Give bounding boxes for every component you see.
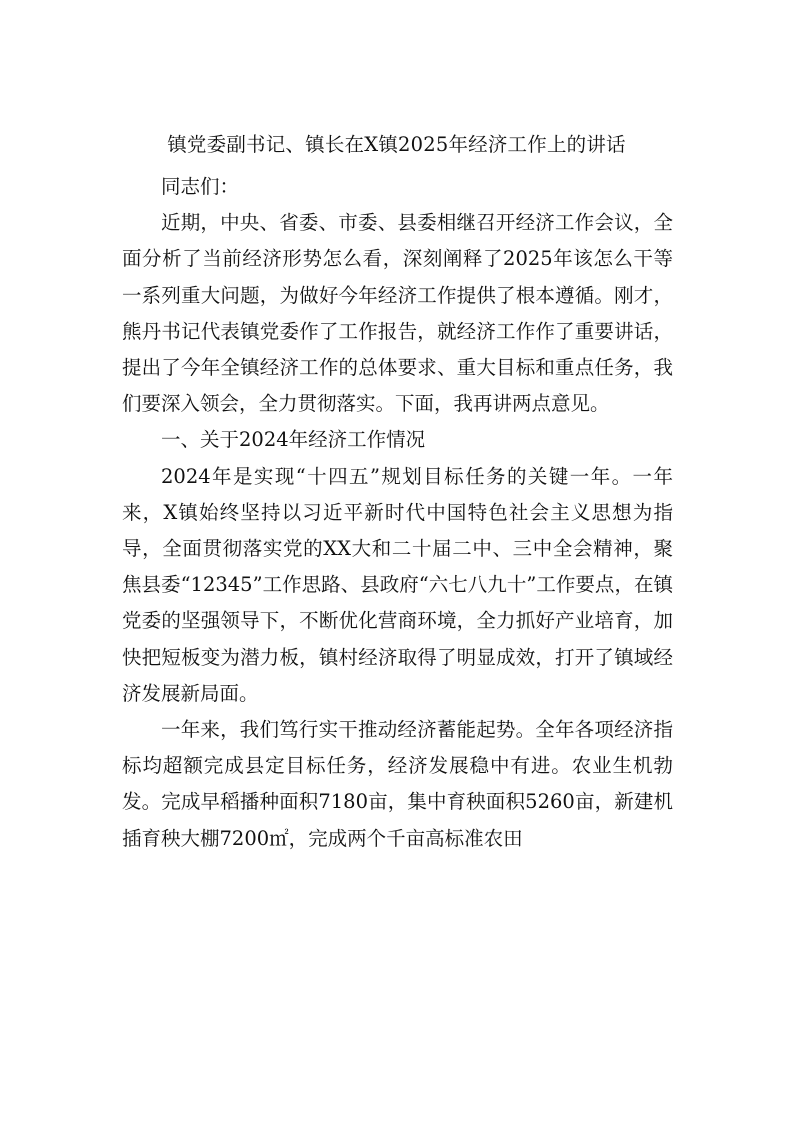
document-title: 镇党委副书记、镇长在X镇2025年经济工作上的讲话 [167,133,626,156]
section-heading: 一、关于2024年经济工作情况 [161,428,426,452]
document-body [122,169,673,857]
body-paragraph: 一年来，我们笃行实干推动经济蓄能起势。全年各项经济指标均超额完成县定目标任务，经济发展稳中有进。农业生机勃发。完成早稻播种面积7180亩，集中育秧面积5260亩，新建机插育秧大棚7200㎡，完成两个千亩高标准农田 [122,718,673,850]
salutation-paragraph: 同志们： [161,175,240,198]
body-paragraph: 2024年是实现“十四五”规划目标任务的关键一年。一年来，X镇始终坚持以习近平新时代中国特色社会主义思想为指导，全面贯彻落实党的XX大和二十届二中、三中全会精神，聚焦县委“12345”工作思路、县政府“六七八九十”工作要点，在镇党委的坚强领导下，不断优化营商环境，全力抓好产业培育，加快把短板变为潜力板，镇村经济取得了明显成效，打开了镇域经济发展新局面。 [122,464,673,705]
intro-paragraph: 近期，中央、省委、市委、县委相继召开经济工作会议，全面分析了当前经济形势怎么看，深刻阐释了2025年该怎么干等一系列重大问题，为做好今年经济工作提供了根本遵循。刚才，熊丹书记代表镇党委作了工作报告，就经济工作作了重要讲话，提出了今年全镇经济工作的总体要求、重大目标和重点任务，我们要深入领会，全力贯彻落实。下面，我再讲两点意见。 [122,211,673,416]
